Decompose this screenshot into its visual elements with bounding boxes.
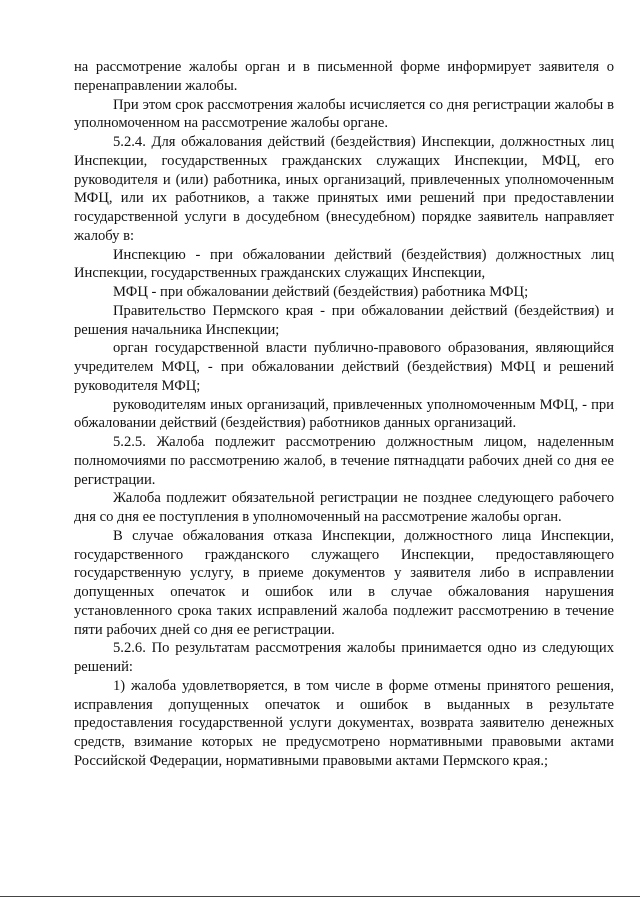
document-body	[74, 58, 614, 771]
paragraph: 1) жалоба удовлетворяется, в том числе в форме отмены принятого решения, исправления допущенных опечаток и ошибок в выданных в результате предоставления государственной услуги документах, возврата заявителю денежных средств, взимание которых не предусмотрено нормативными правовыми актами Российской Федерации, нормативными правовыми актами Пермского края.;	[74, 677, 614, 769]
paragraph: 5.2.5. Жалоба подлежит рассмотрению должностным лицом, наделенным полномочиями по рассмотрению жалоб, в течение пятнадцати рабочих дней со дня ее регистрации.	[74, 434, 614, 488]
paragraph: 5.2.6. По результатам рассмотрения жалобы принимается одно из следующих решений:	[74, 640, 614, 675]
paragraph: МФЦ - при обжаловании действий (бездействия) работника МФЦ;	[113, 284, 529, 300]
paragraph: При этом срок рассмотрения жалобы исчисляется со дня регистрации жалобы в уполномоченном на рассмотрение жалобы органе.	[74, 96, 614, 132]
paragraph: В случае обжалования отказа Инспекции, должностного лица Инспекции, государственного гражданского служащего Инспекции, предоставляющего государственную услугу, в приеме документов у заявителя либо в исправлении допущенных опечаток и ошибок или в случае обжалования нарушения установленного срока таких исправлений жалоба подлежит рассмотрению в течение пяти рабочих дней со дня ее регистрации.	[74, 527, 614, 638]
paragraph: на рассмотрение жалобы орган и в письменной форме информирует заявителя о перенаправлении жалобы.	[74, 59, 614, 94]
paragraph: Жалоба подлежит обязательной регистрации не позднее следующего рабочего дня со дня ее поступления в уполномоченный на рассмотрение жалобы орган.	[74, 490, 614, 525]
paragraph: 5.2.4. Для обжалования действий (бездействия) Инспекции, должностных лиц Инспекции, государственных гражданских служащих Инспекции, МФЦ, его руководителя и (или) работника, иных организаций, привлеченных уполномоченным МФЦ, или их работников, а также принятых ими решений при предоставлении государственной услуги в досудебном (внесудебном) порядке заявитель направляет жалобу в:	[74, 134, 614, 244]
scan-edge-line	[0, 896, 640, 897]
paragraph: орган государственной власти публично-правового образования, являющийся учредителем МФЦ, - при обжаловании действий (бездействия) МФЦ и решений руководителя МФЦ;	[74, 340, 614, 394]
paragraph: руководителям иных организаций, привлеченных уполномоченным МФЦ, - при обжаловании действий (бездействия) работников данных организаций.	[74, 396, 614, 432]
paragraph: Инспекцию - при обжаловании действий (бездействия) должностных лиц Инспекции, государственных гражданских служащих Инспекции,	[74, 246, 614, 282]
paragraph: Правительство Пермского края - при обжаловании действий (бездействия) и решения начальника Инспекции;	[74, 302, 614, 338]
